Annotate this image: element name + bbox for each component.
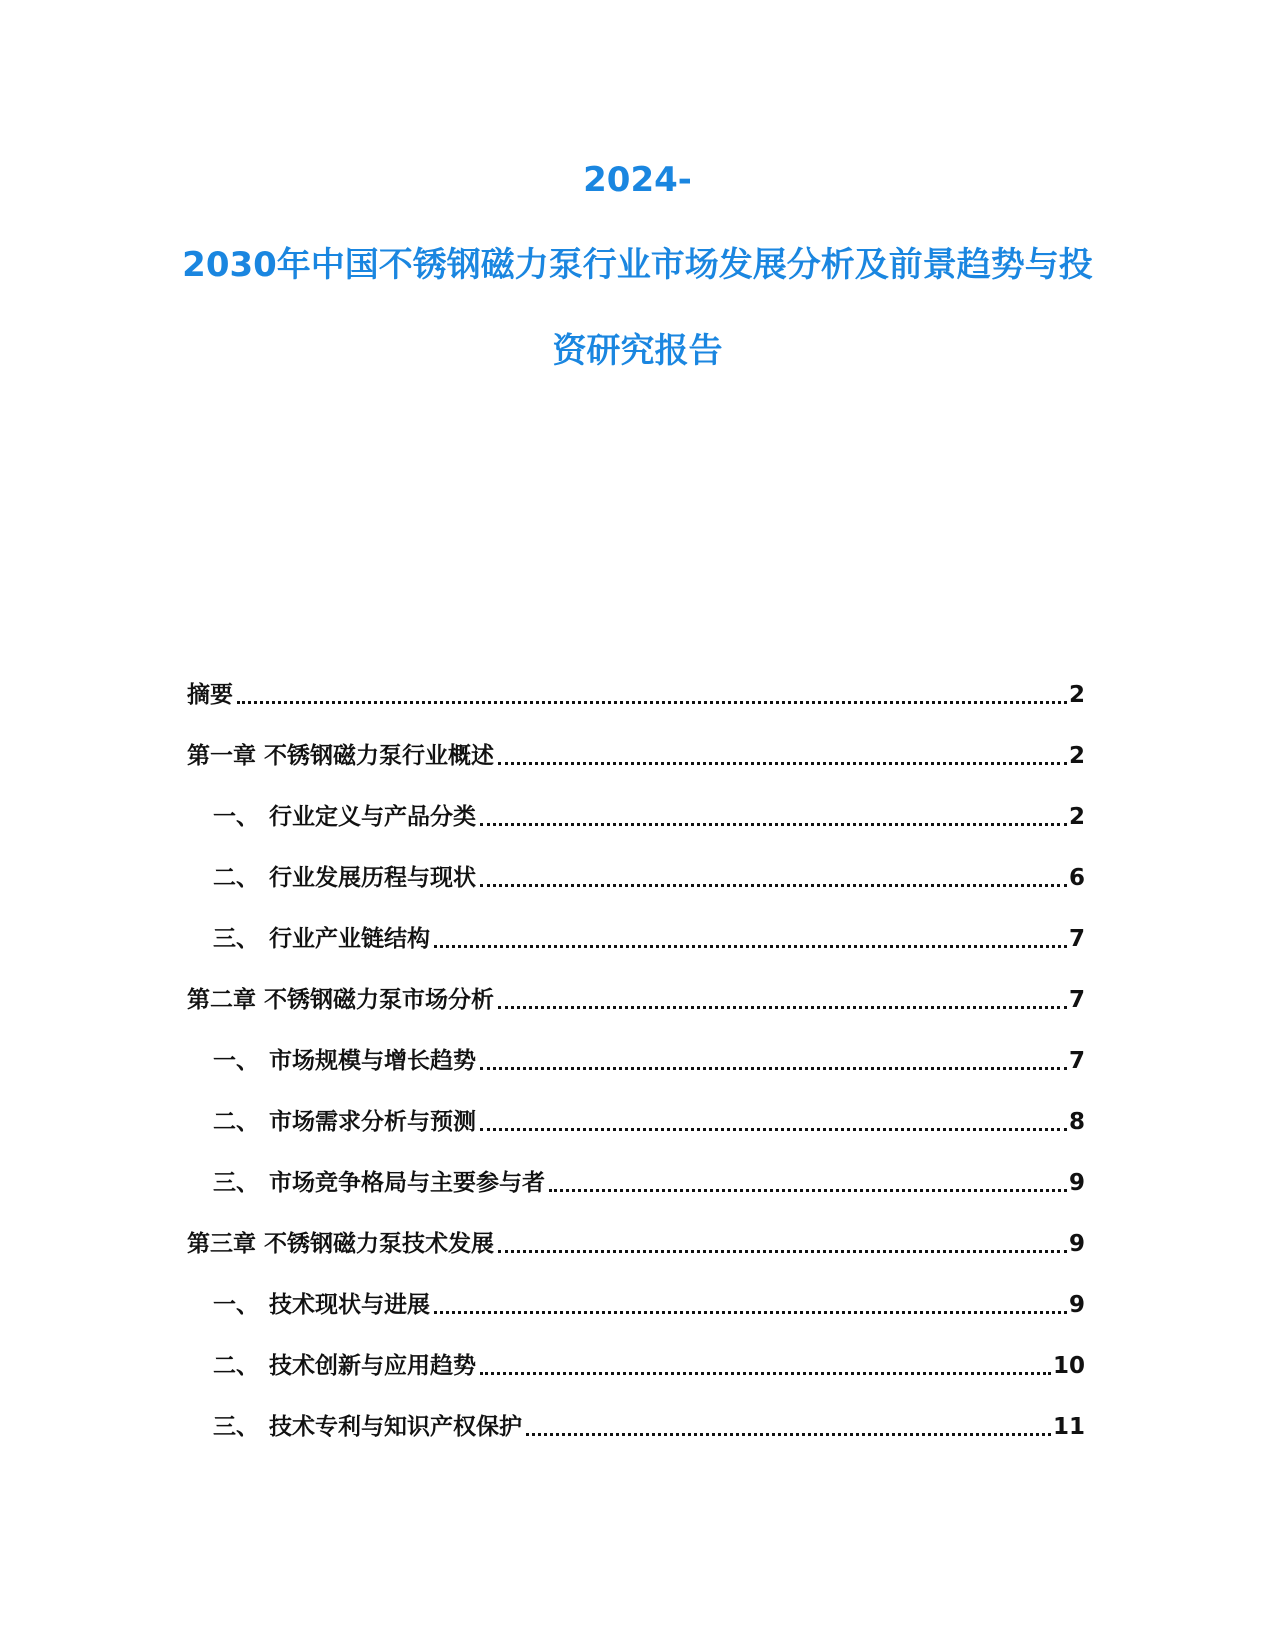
toc-dot-leader [237, 671, 1067, 704]
toc-page-number: 11 [1052, 1414, 1085, 1440]
report-title-line-3: 资研究报告 [552, 331, 723, 371]
toc-entry[interactable] [187, 792, 1085, 832]
toc-entry-number: 二、 [213, 865, 259, 891]
toc-dot-leader [480, 1037, 1067, 1070]
toc-entry[interactable] [187, 670, 1085, 710]
toc-page-number: 7 [1068, 926, 1085, 952]
toc-entry-label: 市场规模与增长趋势 [269, 1048, 476, 1074]
toc-entry-label: 摘要 [187, 682, 233, 708]
toc-dot-leader [526, 1403, 1051, 1436]
toc-dot-leader [480, 1342, 1051, 1375]
toc-entry-number: 三、 [213, 1170, 259, 1196]
toc-page-number: 10 [1052, 1353, 1085, 1379]
toc-page-number: 7 [1068, 987, 1085, 1013]
report-title-line-1: 2024- [583, 160, 692, 200]
toc-page-number: 2 [1068, 804, 1085, 830]
toc-entry-label: 技术专利与知识产权保护 [269, 1414, 522, 1440]
toc-page-number: 9 [1068, 1231, 1085, 1257]
toc-entry-label: 行业发展历程与现状 [269, 865, 476, 891]
toc-page-number: 2 [1068, 682, 1085, 708]
toc-entry-label: 第二章 不锈钢磁力泵市场分析 [187, 987, 495, 1013]
report-title-line-2: 2030年中国不锈钢磁力泵行业市场发展分析及前景趋势与投 [182, 245, 1093, 285]
toc-entry[interactable] [187, 1036, 1085, 1076]
toc-dot-leader [480, 854, 1067, 887]
toc-entry-label: 行业定义与产品分类 [269, 804, 476, 830]
toc-entry[interactable] [187, 1219, 1085, 1259]
toc-dot-leader [498, 1220, 1067, 1253]
toc-entry[interactable] [187, 1097, 1085, 1137]
toc-page-number: 9 [1068, 1170, 1085, 1196]
toc-page-number: 2 [1068, 743, 1085, 769]
toc-entry-number: 二、 [213, 1109, 259, 1135]
toc-dot-leader [434, 915, 1067, 948]
toc-entry-number: 一、 [213, 1292, 259, 1318]
toc-entry-number: 一、 [213, 804, 259, 830]
toc-entry-label: 技术现状与进展 [269, 1292, 430, 1318]
toc-entry[interactable] [187, 853, 1085, 893]
toc-entry-label: 技术创新与应用趋势 [269, 1353, 476, 1379]
toc-page-number: 9 [1068, 1292, 1085, 1318]
toc-entry-label: 行业产业链结构 [269, 926, 430, 952]
toc-entry-number: 二、 [213, 1353, 259, 1379]
toc-entry-number: 一、 [213, 1048, 259, 1074]
toc-entry-label: 市场竞争格局与主要参与者 [269, 1170, 545, 1196]
toc-dot-leader [498, 976, 1067, 1009]
toc-page-number: 6 [1068, 865, 1085, 891]
toc-entry[interactable] [187, 1402, 1085, 1442]
toc-page-number: 8 [1068, 1109, 1085, 1135]
toc-dot-leader [498, 732, 1067, 765]
toc-dot-leader [480, 793, 1067, 826]
toc-dot-leader [480, 1098, 1067, 1131]
toc-entry-label: 第三章 不锈钢磁力泵技术发展 [187, 1231, 495, 1257]
toc-dot-leader [549, 1159, 1067, 1192]
toc-entry[interactable] [187, 731, 1085, 771]
toc-page-number: 7 [1068, 1048, 1085, 1074]
toc-entry[interactable] [187, 1280, 1085, 1320]
toc-entry-label: 市场需求分析与预测 [269, 1109, 476, 1135]
toc-entry[interactable] [187, 975, 1085, 1015]
toc-entry[interactable] [187, 1341, 1085, 1381]
toc-entry[interactable] [187, 1158, 1085, 1198]
toc-entry-label: 第一章 不锈钢磁力泵行业概述 [187, 743, 495, 769]
toc-entry-number: 三、 [213, 926, 259, 952]
toc-entry[interactable] [187, 914, 1085, 954]
toc-entry-number: 三、 [213, 1414, 259, 1440]
toc-dot-leader [434, 1281, 1067, 1314]
